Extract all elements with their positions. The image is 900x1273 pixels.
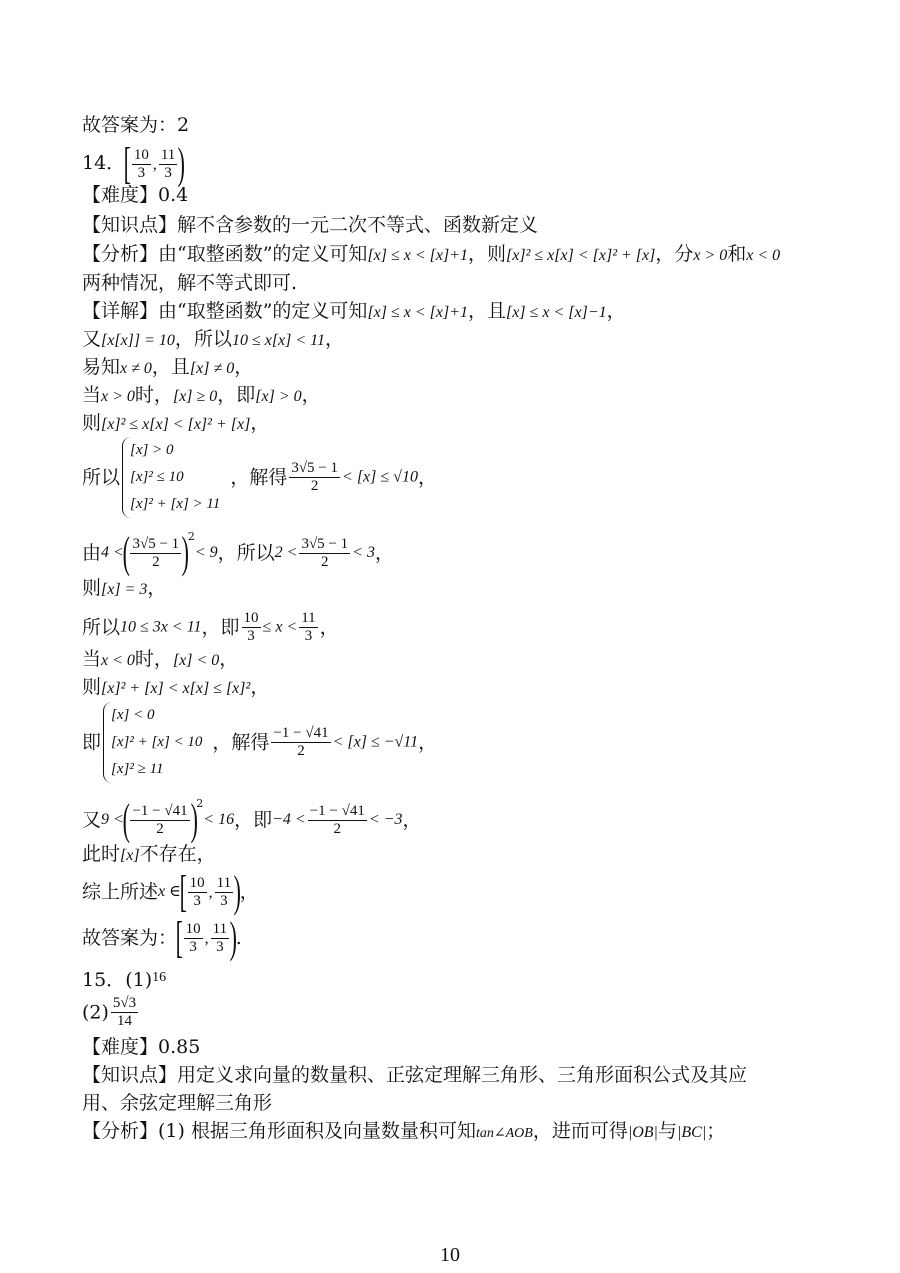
- detail-line-13: 又9 <( $\frac{-1 - √41}{2}$ )$^2$< 16，即−4 < $\frac{-1 - √41}{2}$ < −3，: [82, 795, 422, 844]
- detail-line-9: 所以10 ≤ 3x < 11，即 $\frac{10}{3}$ ≤ x < $\frac{11}{3}$ ，: [82, 610, 339, 644]
- q15-knowledge-point-cont: 用、余弦定理解三角形: [82, 1092, 273, 1114]
- q14-knowledge-point: 【知识点】解不含参数的一元二次不等式、函数新定义: [82, 214, 539, 236]
- line-answer-2: 故答案为：2: [82, 114, 190, 136]
- detail-line-8: 则[x] = 3，: [82, 577, 167, 599]
- detail-line-10: 当x < 0时，[x] < 0，: [82, 648, 239, 670]
- detail-conclusion: 综上所述x ∈[ $\frac{10}{3}$ , $\frac{11}{3}$ )，: [82, 867, 259, 916]
- page-number: 10: [440, 1244, 460, 1266]
- detail-system-negative: 即 [x] < 0 [x]² + [x] < 10 [x]² ≥ 11 ，解得 $\frac{-1 - √41}{2}$ < [x] ≤ −√11，: [82, 702, 437, 783]
- q14-detail: 【详解】由“取整函数”的定义可知[x] ≤ x < [x]+1，且[x] ≤ x < [x]−1，: [82, 300, 626, 322]
- q14-analysis-cont: 两种情况，解不等式即可.: [82, 272, 298, 294]
- detail-line-7: 由4 <( $\frac{3√5 - 1}{2}$ )$^2$< 9，所以2 < $\frac{3√5 - 1}{2}$ < 3，: [82, 528, 394, 577]
- detail-line-4: 当x > 0时，[x] ≥ 0，即[x] > 0，: [82, 384, 321, 406]
- detail-line-14: 此时[x]不存在，: [82, 843, 216, 865]
- detail-final-answer: 故答案为：[ $\frac{10}{3}$ , $\frac{11}{3}$ ).: [82, 913, 242, 962]
- detail-line-3: 易知x ≠ 0，且[x] ≠ 0，: [82, 356, 254, 378]
- q14-analysis: 【分析】由“取整函数”的定义可知[x] ≤ x < [x]+1，则[x]² ≤ x[x] < [x]² + [x]，分x > 0和x < 0: [82, 243, 781, 265]
- q15-answer-2: (2) $\frac{5√3}{14}$: [82, 995, 137, 1029]
- q14-difficulty: 【难度】0.4: [82, 184, 189, 206]
- detail-line-5: 则[x]² ≤ x[x] < [x]² + [x]，: [82, 412, 270, 434]
- inequality-system-2: [x] < 0 [x]² + [x] < 10 [x]² ≥ 11: [103, 702, 202, 783]
- detail-system-positive: 所以 [x] > 0 [x]² ≤ 10 [x]² + [x] > 11 ，解得 $\frac{3√5 - 1}{2}$ < [x] ≤ √10，: [82, 437, 437, 518]
- detail-line-11: 则[x]² + [x] < x[x] ≤ [x]²，: [82, 676, 270, 698]
- q15-answer-1: 15．$(1)^{16}$: [82, 969, 167, 991]
- detail-line-2: 又[x[x]] = 10，所以10 ≤ x[x] < 11，: [82, 328, 344, 350]
- q14-answer-line: 14．[ $\frac{10}{3}$ , $\frac{11}{3}$ ): [82, 139, 186, 188]
- inequality-system-1: [x] > 0 [x]² ≤ 10 [x]² + [x] > 11: [122, 437, 220, 518]
- q15-difficulty: 【难度】0.85: [82, 1036, 201, 1058]
- q15-analysis: 【分析】(1) 根据三角形面积及向量数量积可知tan∠AOB，进而可得|OB|与|BC|；: [82, 1120, 726, 1142]
- q15-knowledge-point: 【知识点】用定义求向量的数量积、正弦定理解三角形、三角形面积公式及其应: [82, 1064, 748, 1086]
